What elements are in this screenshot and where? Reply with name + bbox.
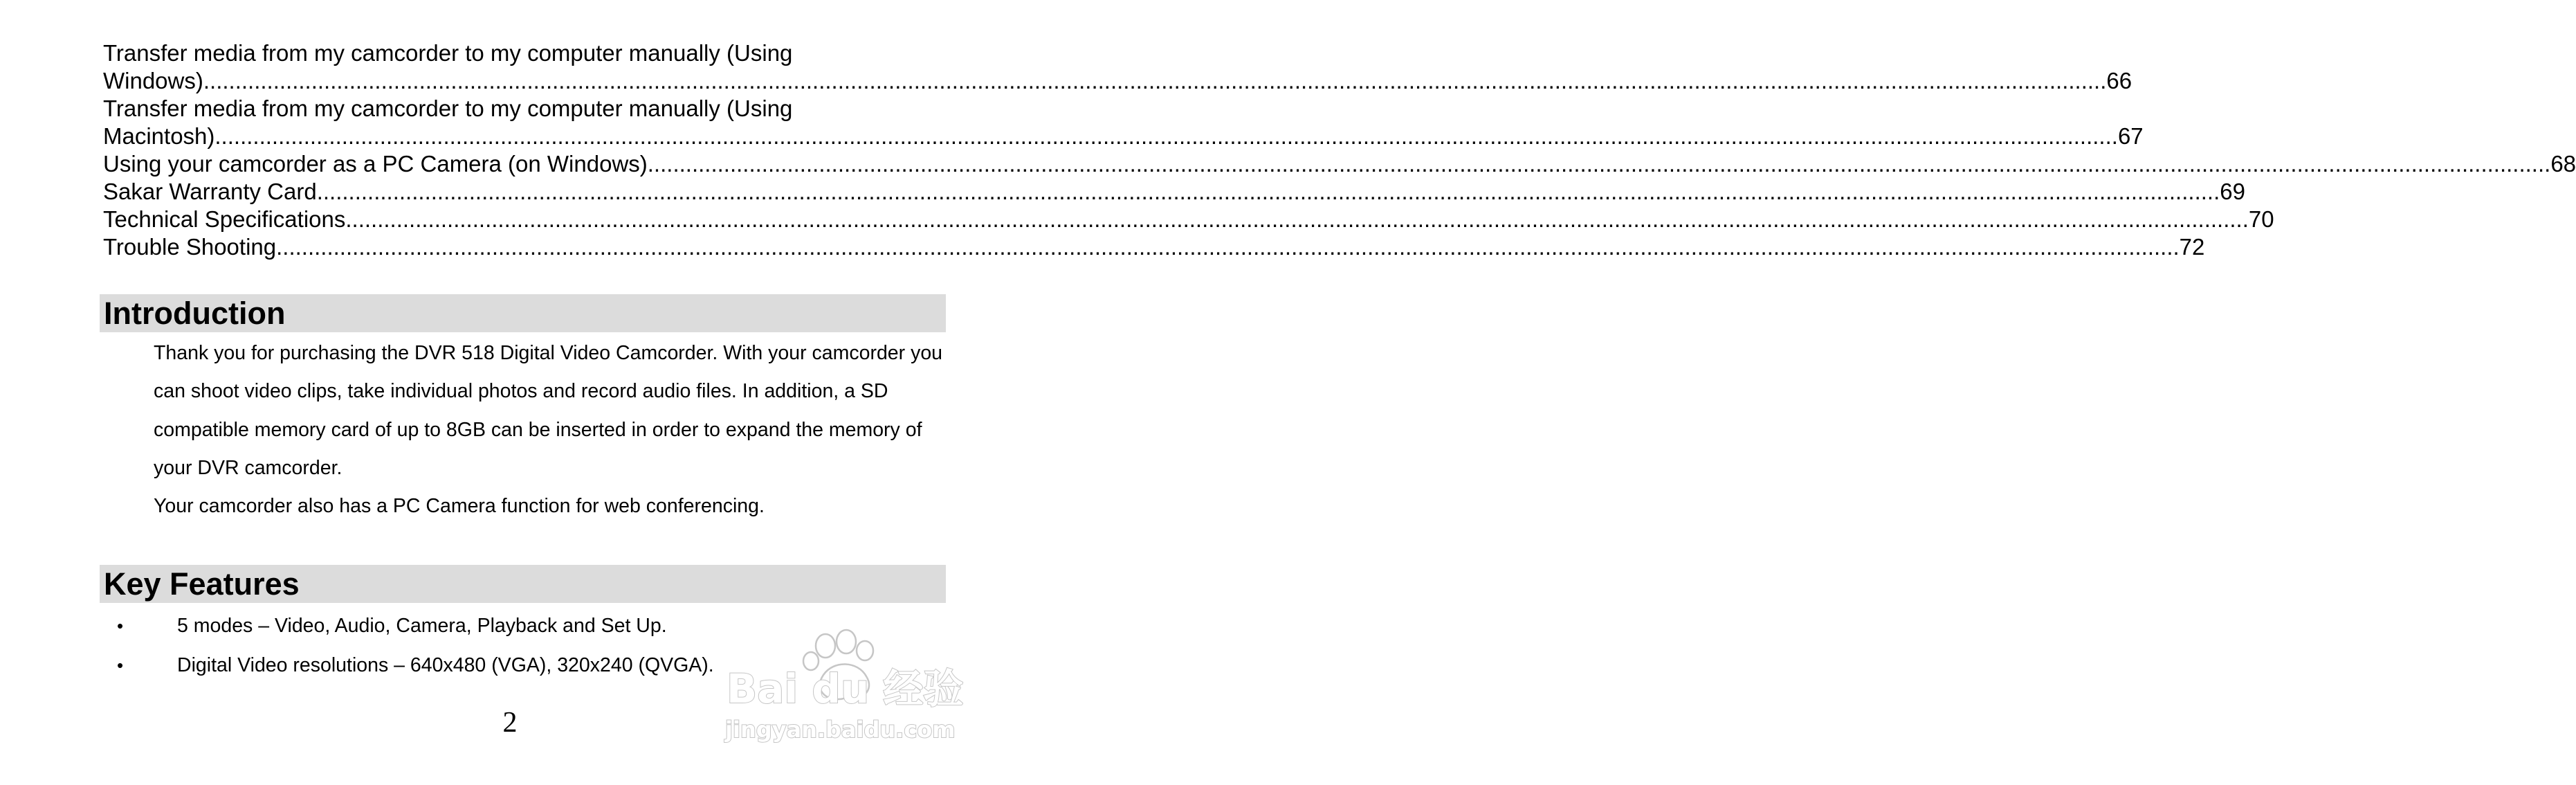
toc-entry-label: Windows) — [103, 68, 203, 93]
toc-page-number: 66 — [2106, 68, 2132, 93]
table-of-contents — [103, 39, 2576, 261]
feature-text: 5 modes – Video, Audio, Camera, Playback and Set Up. — [177, 615, 667, 637]
toc-entry[interactable] — [103, 233, 2205, 261]
introduction-paragraph: Thank you for purchasing the DVR 518 Digital Video Camcorder. With your camcorder you can shoot video clips, take individual photos and record audio files. In addition, a SD compatible memory card of up to 8GB can be inserted in order to expand the memory of your DVR camcorder. — [154, 342, 943, 479]
toc-entry-label: Trouble Shooting — [103, 234, 277, 260]
toc-dot-leader: ............................................................................................................................................................................................................................................................................................................ — [214, 123, 2118, 149]
watermark-brand: Bai du 经验 — [727, 665, 964, 712]
introduction-heading: Introduction — [100, 294, 946, 332]
introduction-paragraph: Your camcorder also has a PC Camera function for web conferencing. — [154, 495, 765, 518]
toc-page-number: 72 — [2179, 234, 2205, 260]
feature-text: Digital Video resolutions – 640x480 (VGA), 320x240 (QVGA). — [177, 654, 714, 676]
toc-dot-leader: ............................................................................................................................................................................................................................................................................................................ — [345, 206, 2249, 232]
toc-entry-label: Sakar Warranty Card — [103, 179, 317, 204]
toc-entry-label: Using your camcorder as a PC Camera (on Windows) — [103, 151, 648, 177]
toc-dot-leader: ............................................................................................................................................................................................................................................................................................................ — [203, 68, 2107, 93]
toc-dot-leader: ............................................................................................................................................................................................................................................................................................................ — [647, 151, 2551, 177]
bullet-icon: • — [117, 615, 124, 636]
page-number: 2 — [502, 707, 518, 739]
toc-entry[interactable] — [103, 95, 2144, 150]
toc-entry-label: Technical Specifications — [103, 206, 346, 232]
introduction-body — [154, 334, 942, 525]
toc-entry-title-line: Transfer media from my camcorder to my computer manually (Using — [103, 40, 793, 66]
toc-entry-label: Macintosh) — [103, 123, 215, 149]
baidu-jingyan-watermark — [720, 626, 962, 751]
toc-entry[interactable] — [103, 39, 2132, 95]
bullet-icon: • — [117, 655, 124, 676]
toc-page-number: 67 — [2117, 123, 2144, 149]
toc-page-number: 70 — [2248, 206, 2274, 232]
toc-entry[interactable] — [103, 150, 2576, 178]
toc-entry[interactable] — [103, 178, 2245, 206]
toc-entry-title-line: Transfer media from my camcorder to my computer manually (Using — [103, 96, 793, 121]
toc-dot-leader: ............................................................................................................................................................................................................................................................................................................ — [316, 179, 2220, 204]
toc-entry[interactable] — [103, 206, 2274, 233]
toc-page-number: 69 — [2220, 179, 2245, 204]
toc-page-number: 68 — [2550, 151, 2576, 177]
key-features-heading: Key Features — [100, 565, 946, 603]
toc-dot-leader: ............................................................................................................................................................................................................................................................................................................ — [276, 234, 2180, 260]
watermark-url: jingyan.baidu.com — [725, 716, 956, 743]
